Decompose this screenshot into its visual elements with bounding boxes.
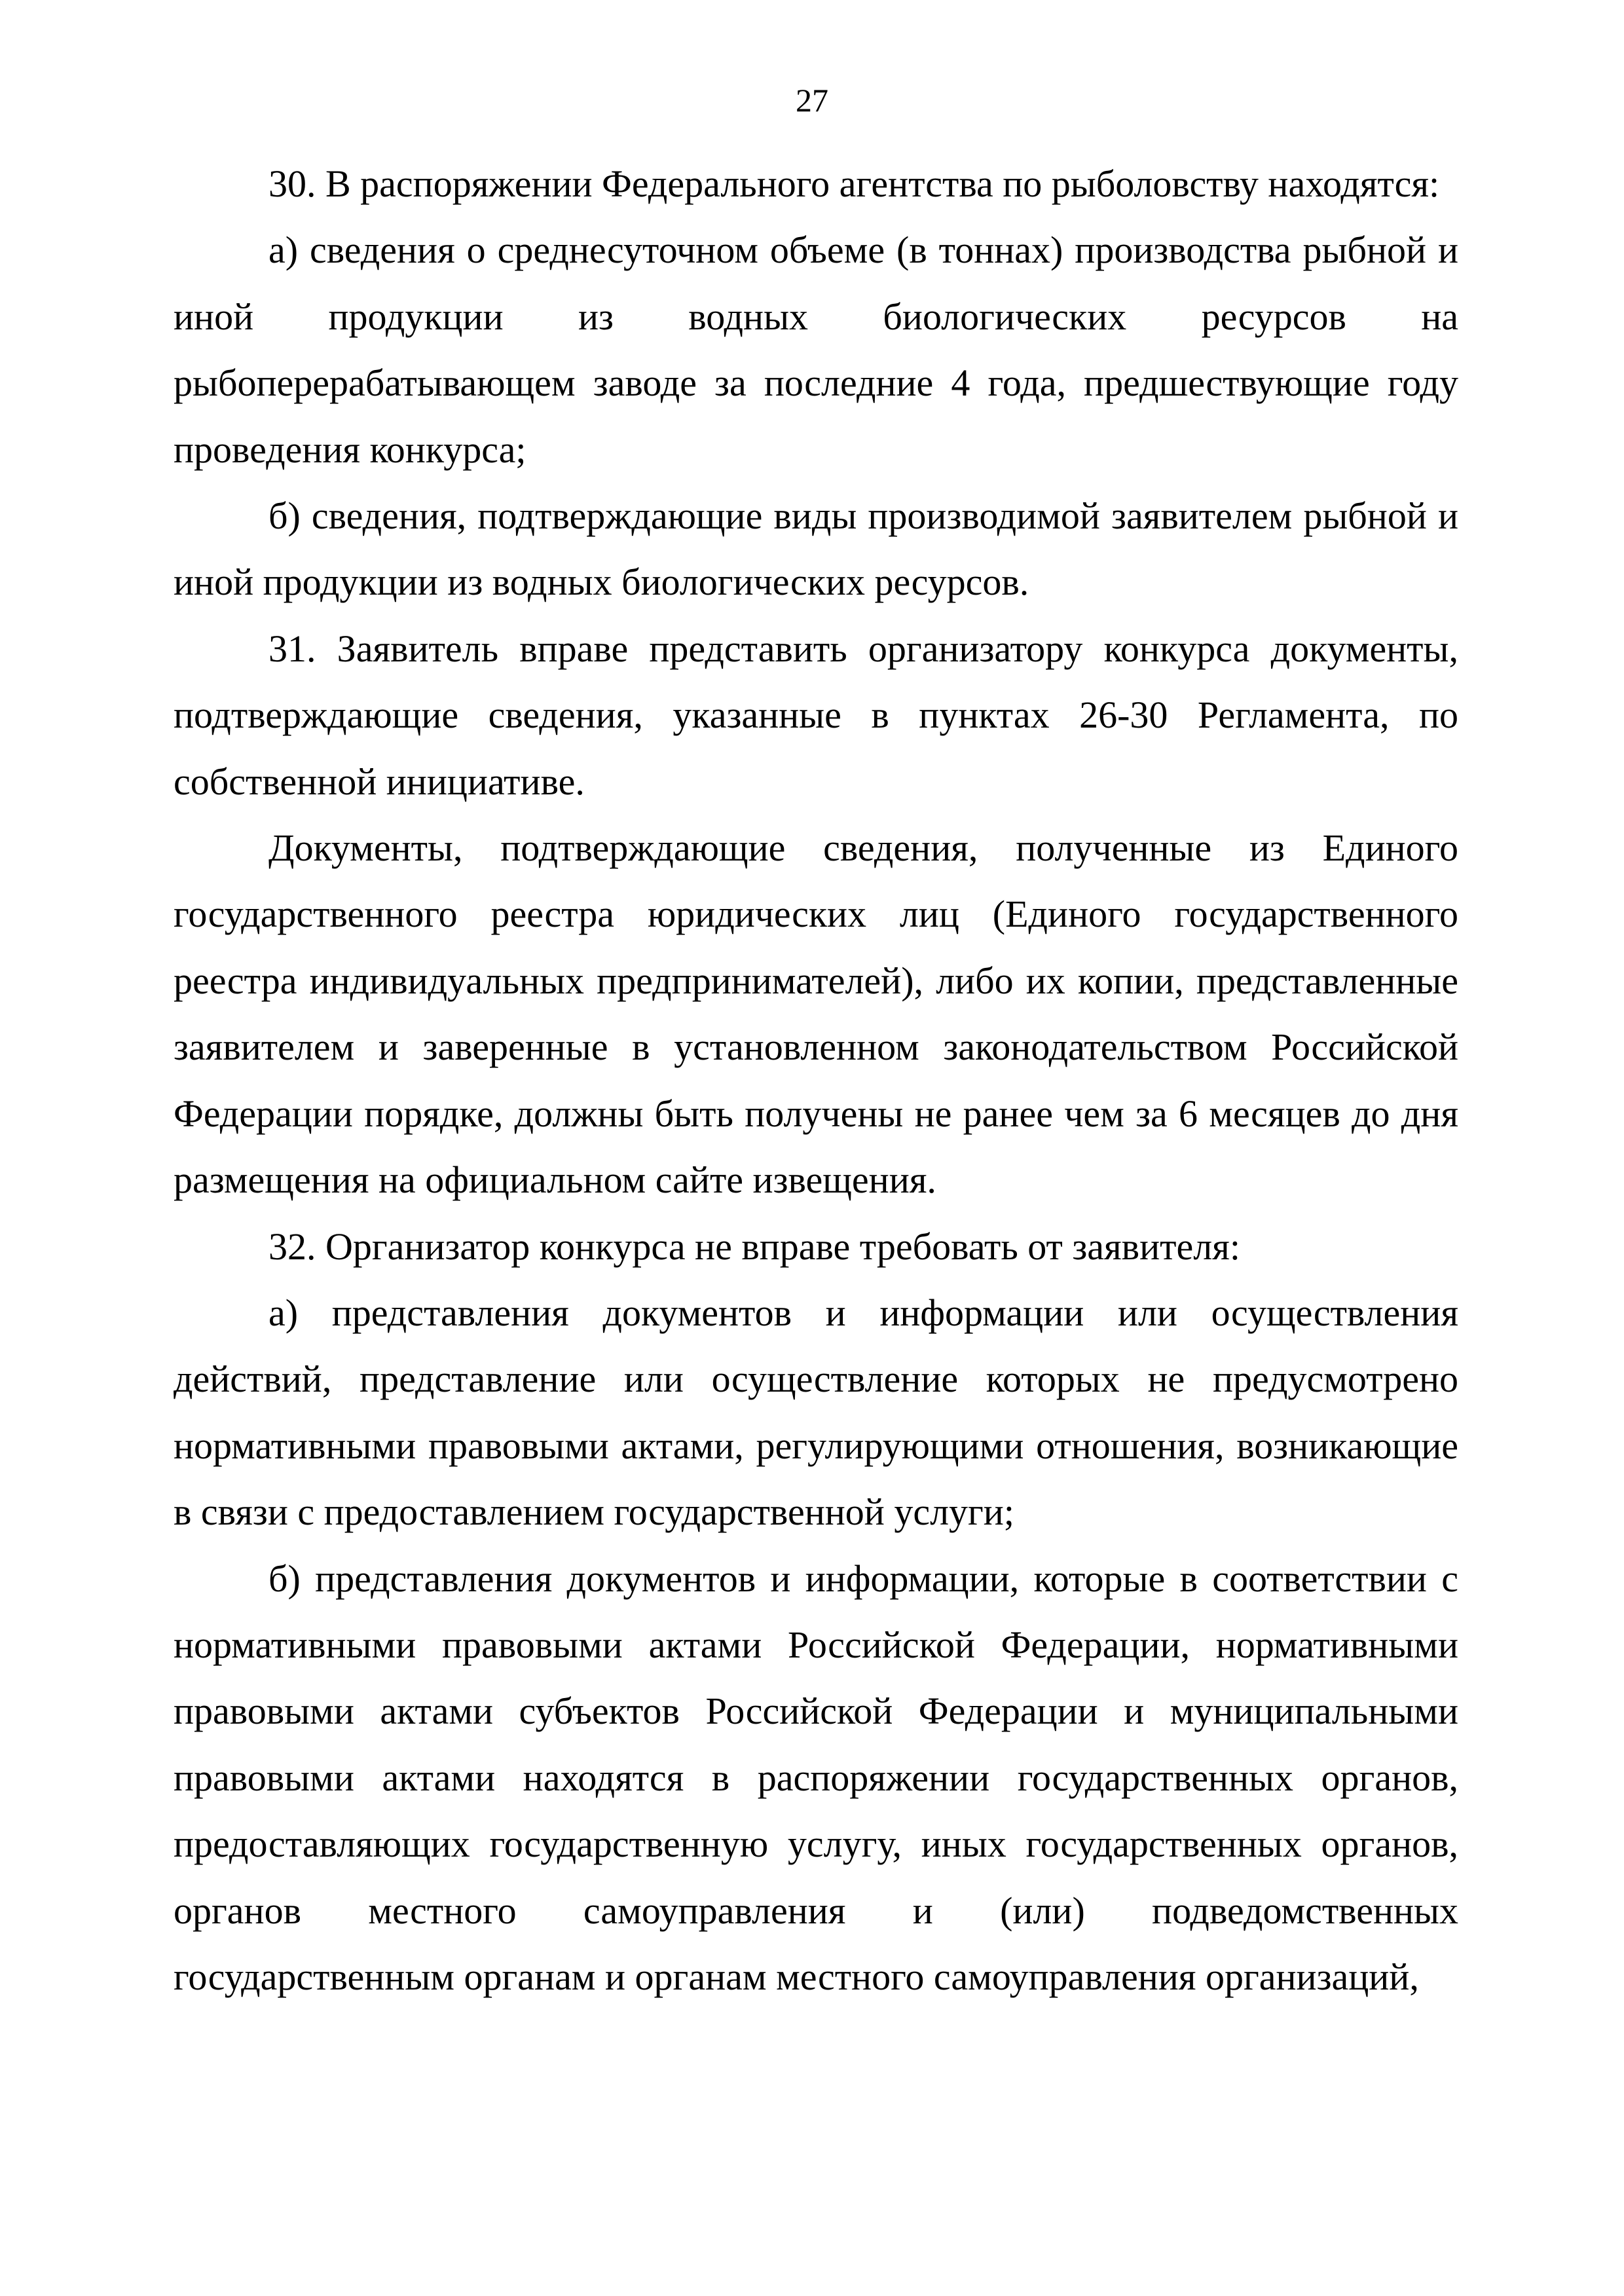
document-body [174,151,1458,2010]
paragraph-32-a: а) представления документов и информации или осуществления действий, представление или осуществление которых не предусмотрено нормативными правовыми актами, регулирующими отношения, возникающие в связи с предоставлением государственной услуги; [174,1291,1458,1534]
page-number: 27 [796,82,828,119]
paragraph-31-documents: Документы, подтверждающие сведения, полученные из Единого государственного реестра юридических лиц (Единого государственного реестра индивидуальных предпринимателей), либо их копии, представленные заявителем и заверенные в установленном законодательством Российской Федерации порядке, должны быть получены не ранее чем за 6 месяцев до дня размещения на официальном сайте извещения. [174,826,1458,1202]
paragraph-32: 32. Организатор конкурса не вправе требовать от заявителя: [268,1225,1240,1268]
paragraph-30: 30. В распоряжении Федерального агентства по рыболовству находятся: [268,162,1440,205]
paragraph-31: 31. Заявитель вправе представить организатору конкурса документы, подтверждающие сведения, указанные в пунктах 26-30 Регламента, по собственной инициативе. [174,627,1458,803]
paragraph-30-a: а) сведения о среднесуточном объеме (в тоннах) производства рыбной и иной продукции из водных биологических ресурсов на рыбоперерабатывающем заводе за последние 4 года, предшествующие году проведения конкурса; [174,229,1458,471]
paragraph-32-b: б) представления документов и информации, которые в соответствии с нормативными правовыми актами Российской Федерации, нормативными правовыми актами субъектов Российской Федерации и муниципальными правовыми актами находятся в распоряжении государственных органов, предоставляющих государственную услугу, иных государственных органов, органов местного самоуправления и (или) подведомственных государственным органам и органам местного самоуправления организаций, [174,1557,1458,1998]
paragraph-30-b: б) сведения, подтверждающие виды производимой заявителем рыбной и иной продукции из водных биологических ресурсов. [174,494,1458,604]
